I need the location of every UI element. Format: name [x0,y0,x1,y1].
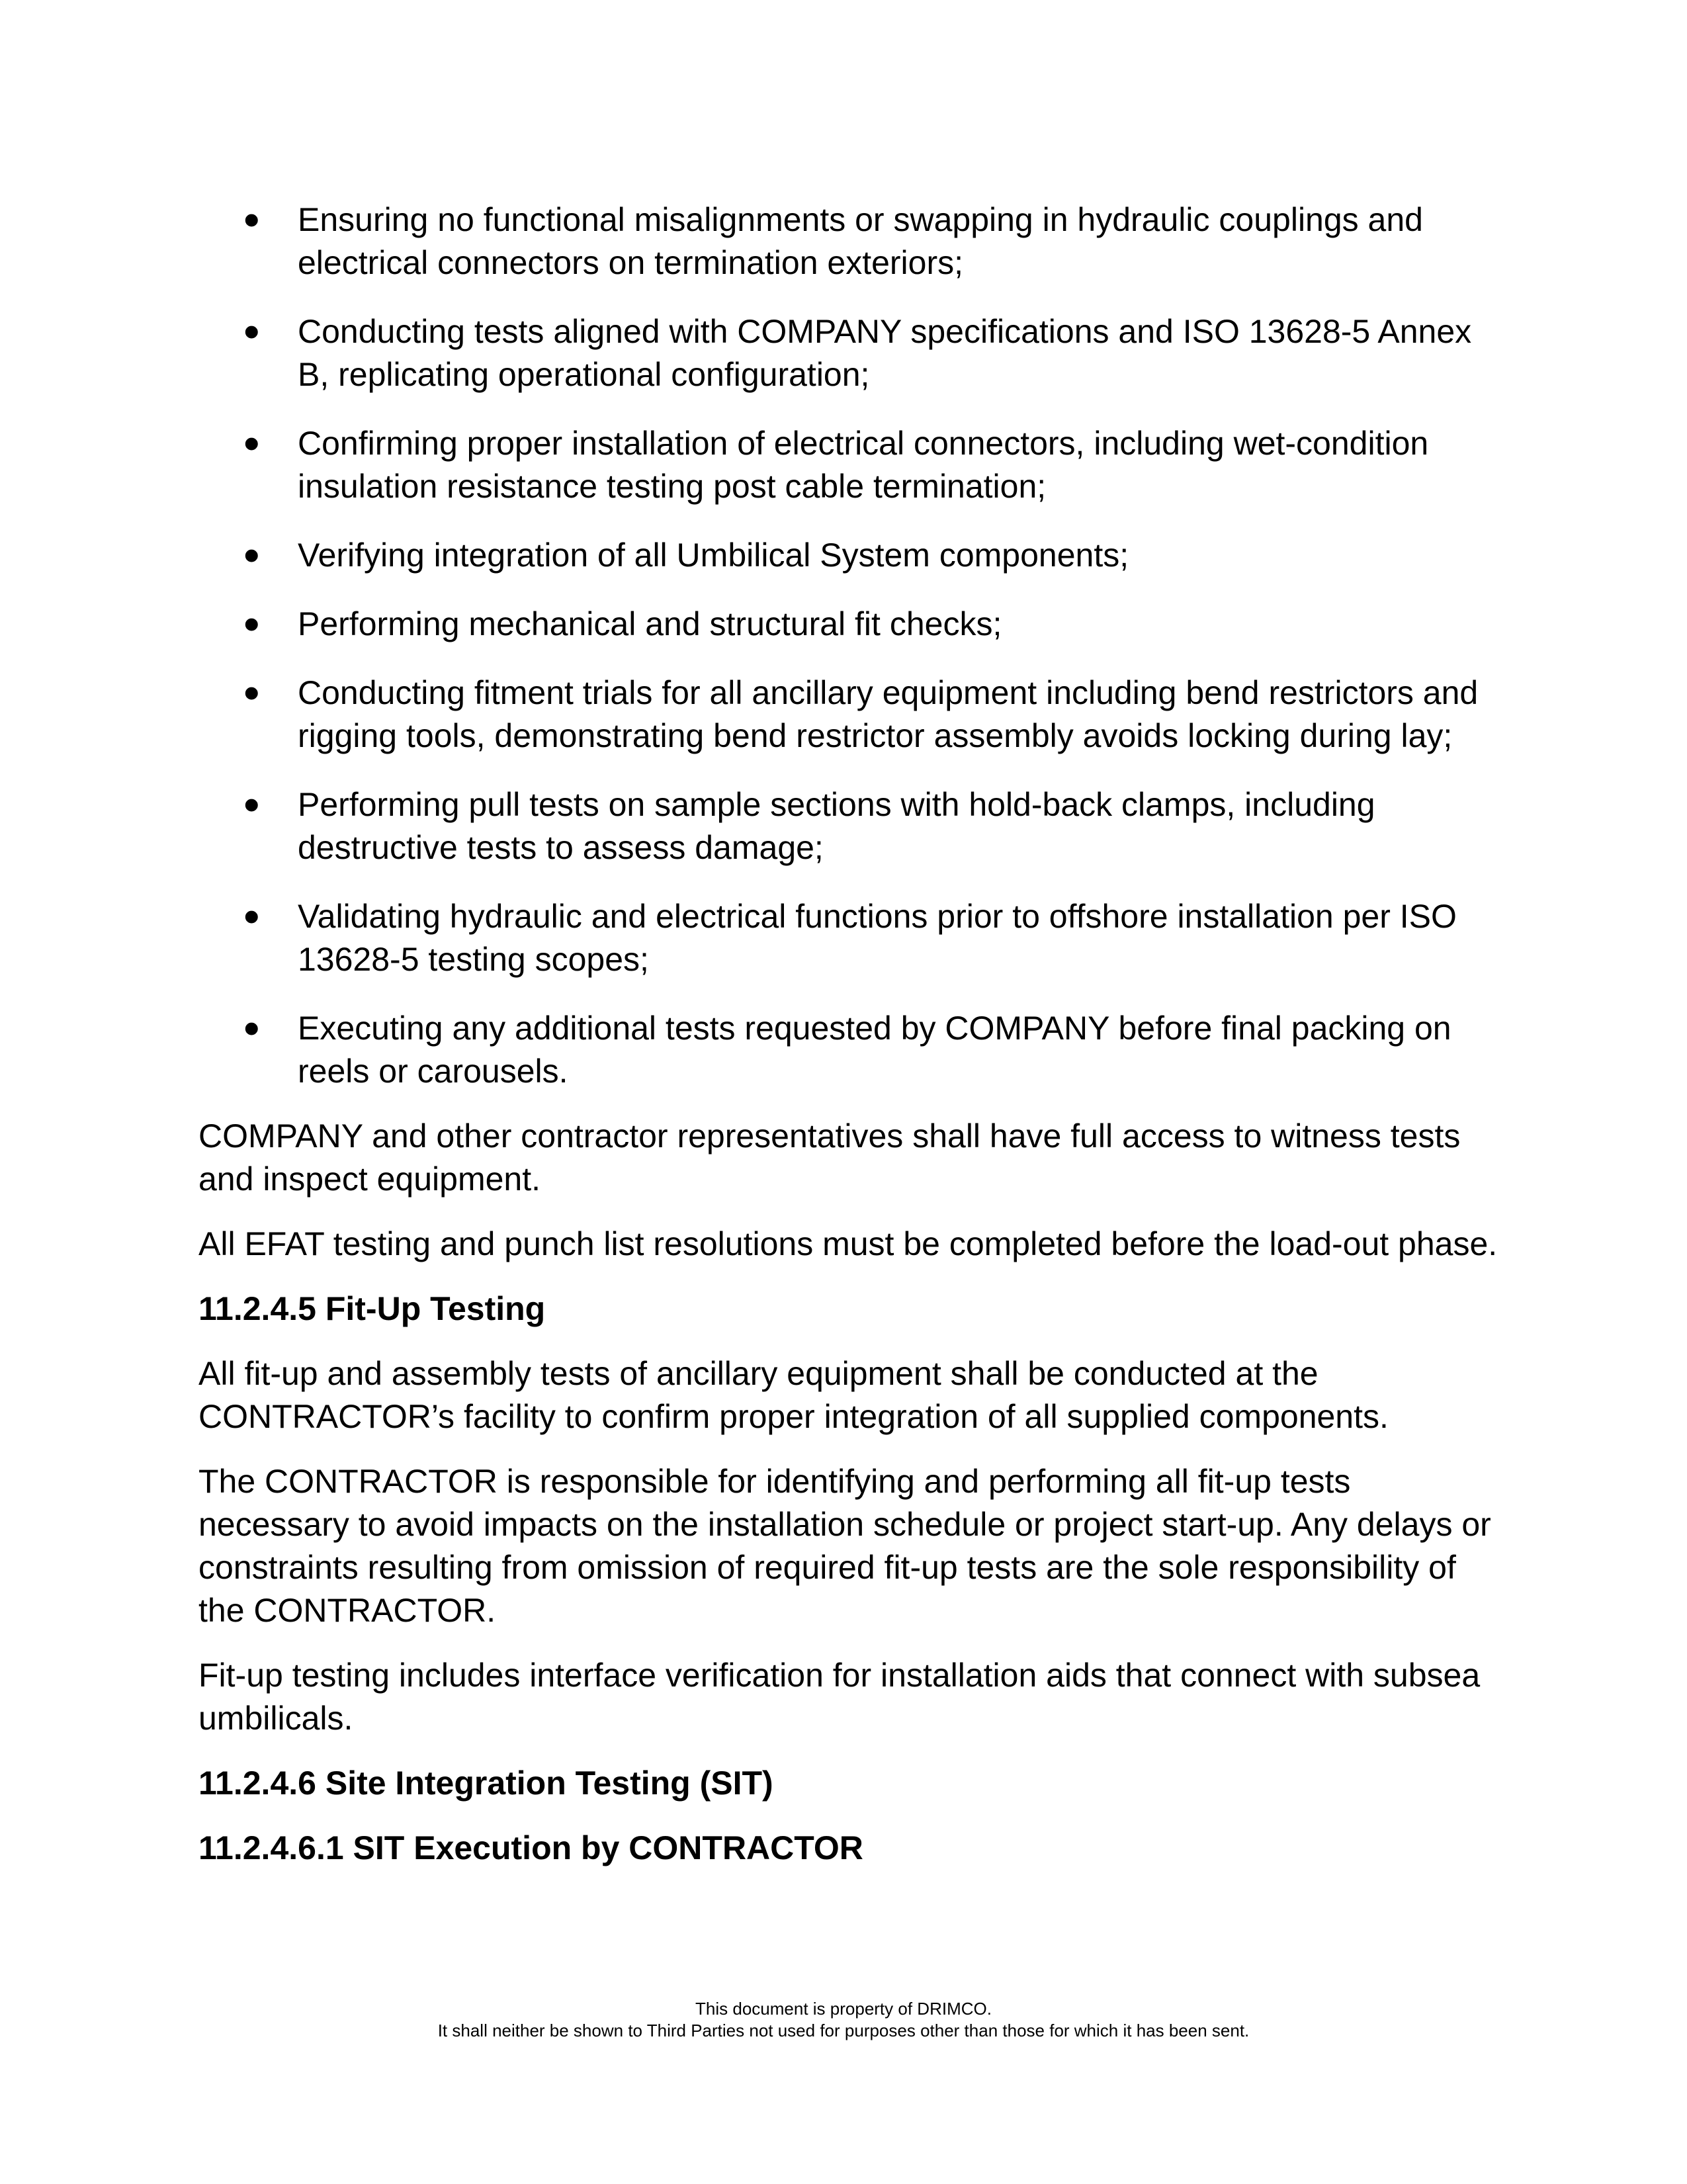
heading-fit-up-testing: 11.2.4.5 Fit-Up Testing [198,1290,546,1327]
document-body [198,194,1508,1870]
list-item [198,891,1508,981]
bullet-icon: • [243,194,260,245]
bullet-icon: • [243,779,260,830]
bullet-icon: • [243,598,260,650]
bullet-icon: • [243,417,260,469]
paragraph-efat-completion: All EFAT testing and punch list resolutions must be completed before the load-out phase. [198,1225,1498,1262]
bullet-icon: • [243,529,260,581]
list-item [198,667,1508,758]
bullet-list [198,194,1508,1093]
list-item-text: Ensuring no functional misalignments or swapping in hydraulic couplings and electrical connectors on termination exteriors; [298,201,1423,281]
list-item-text: Verifying integration of all Umbilical System components; [298,537,1129,574]
footer-property-notice: This document is property of DRIMCO. [695,1999,992,2019]
list-item [198,417,1508,508]
list-item [198,306,1508,396]
list-item-text: Conducting tests aligned with COMPANY specifications and ISO 13628-5 Annex B, replicating operational configuration; [298,313,1472,393]
bullet-icon: • [243,667,260,719]
list-item-text: Conducting fitment trials for all ancillary equipment including bend restrictors and rigging tools, demonstrating bend restrictor assembly avoids locking during lay; [298,674,1479,754]
bullet-icon: • [243,306,260,357]
footer-disclaimer: It shall neither be shown to Third Parties not used for purposes other than those for which it has been sent. [437,2021,1250,2040]
heading-sit-execution: 11.2.4.6.1 SIT Execution by CONTRACTOR [198,1829,863,1866]
list-item-text: Confirming proper installation of electrical connectors, including wet-condition insulation resistance testing post cable termination; [298,425,1429,505]
list-item [198,194,1508,284]
list-item-text: Executing any additional tests requested by COMPANY before final packing on reels or carousels. [298,1010,1451,1090]
paragraph-fit-up-responsibility: The CONTRACTOR is responsible for identifying and performing all fit-up tests necessary to avoid impacts on the installation schedule or project start-up. Any delays or constraints resulting from omission of required fit-up tests are the sole responsibility of the CONTRACTOR. [198,1463,1491,1629]
list-item [198,1002,1508,1093]
bullet-icon: • [243,1002,260,1054]
list-item [198,598,1508,650]
paragraph-fit-up-interface: Fit-up testing includes interface verification for installation aids that connect with subsea umbilicals. [198,1657,1481,1737]
list-item-text: Validating hydraulic and electrical functions prior to offshore installation per ISO 13628-5 testing scopes; [298,898,1457,978]
page-footer [0,1998,1687,2042]
list-item-text: Performing mechanical and structural fit checks; [298,605,1002,642]
list-item [198,529,1508,581]
paragraph-company-access: COMPANY and other contractor representatives shall have full access to witness tests and inspect equipment. [198,1117,1461,1198]
heading-site-integration-testing: 11.2.4.6 Site Integration Testing (SIT) [198,1765,773,1802]
paragraph-fit-up-location: All fit-up and assembly tests of ancillary equipment shall be conducted at the CONTRACTOR’s facility to confirm proper integration of all supplied components. [198,1355,1389,1435]
list-item [198,779,1508,869]
bullet-icon: • [243,891,260,942]
list-item-text: Performing pull tests on sample sections with hold-back clamps, including destructive tests to assess damage; [298,786,1375,866]
